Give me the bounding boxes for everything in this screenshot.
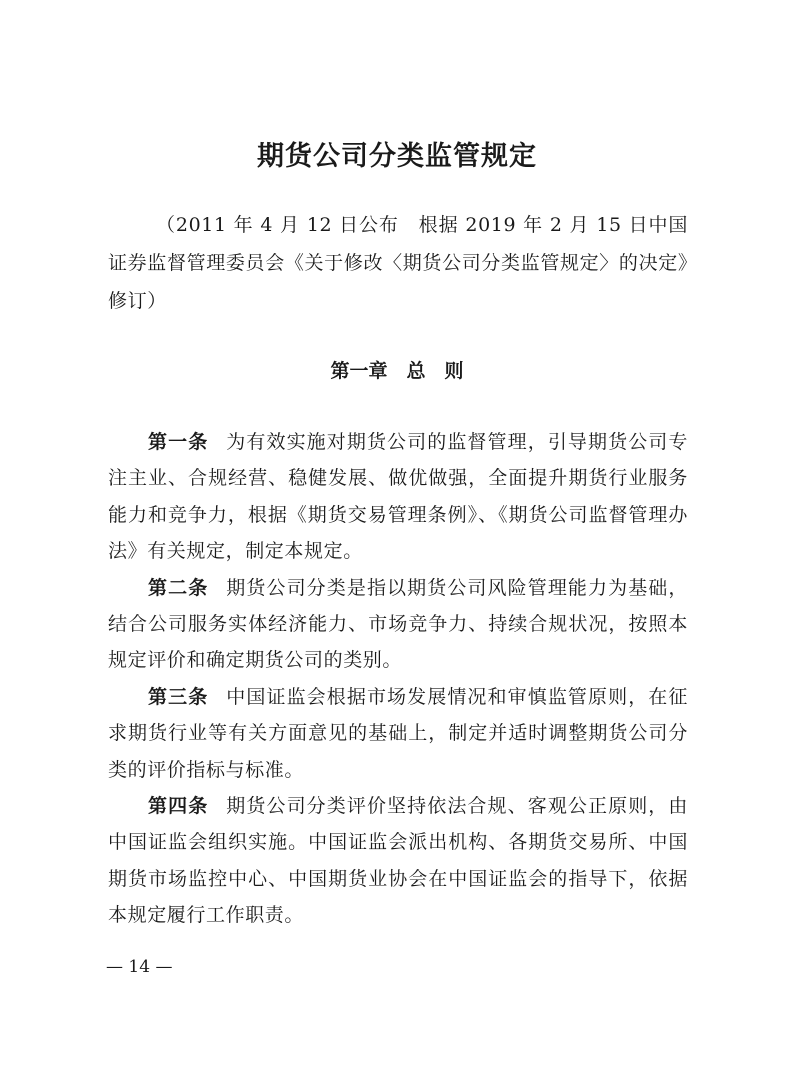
article-text: 期货公司分类评价坚持依法合规、客观公正原则，由中国证监会组织实施。中国证监会派出机构、各期货交易所、中国期货市场监控中心、中国期货业协会在中国证监会的指导下，依据本规定履行工作职责。	[108, 795, 688, 927]
article-label: 第四条	[148, 795, 209, 818]
revision-note: （2011 年 4 月 12 日公布 根据 2019 年 2 月 15 日中国证券监督管理委员会《关于修改〈期货公司分类监管规定〉的决定》修订）	[108, 214, 688, 312]
page-number: — 14 —	[106, 957, 173, 977]
article-label: 第二条	[148, 576, 209, 599]
article-1	[108, 424, 688, 570]
document-title: 期货公司分类监管规定	[257, 141, 537, 172]
article-label: 第三条	[148, 685, 209, 708]
article-text: 期货公司分类是指以期货公司风险管理能力为基础，结合公司服务实体经济能力、市场竞争力、持续合规状况，按照本规定评价和确定期货公司的类别。	[108, 576, 688, 672]
article-4	[108, 788, 688, 934]
article-3	[108, 679, 688, 788]
chapter-heading: 第一章 总 则	[330, 360, 464, 382]
article-text: 为有效实施对期货公司的监督管理，引导期货公司专注主业、合规经营、稳健发展、做优做强，全面提升期货行业服务能力和竞争力，根据《期货交易管理条例》、《期货公司监督管理办法》有关规定，制定本规定。	[108, 431, 688, 563]
article-text: 中国证监会根据市场发展情况和审慎监管原则，在征求期货行业等有关方面意见的基础上，制定并适时调整期货公司分类的评价指标与标准。	[108, 685, 688, 781]
articles-section	[108, 424, 688, 934]
article-label: 第一条	[148, 431, 209, 453]
article-2	[108, 570, 688, 679]
